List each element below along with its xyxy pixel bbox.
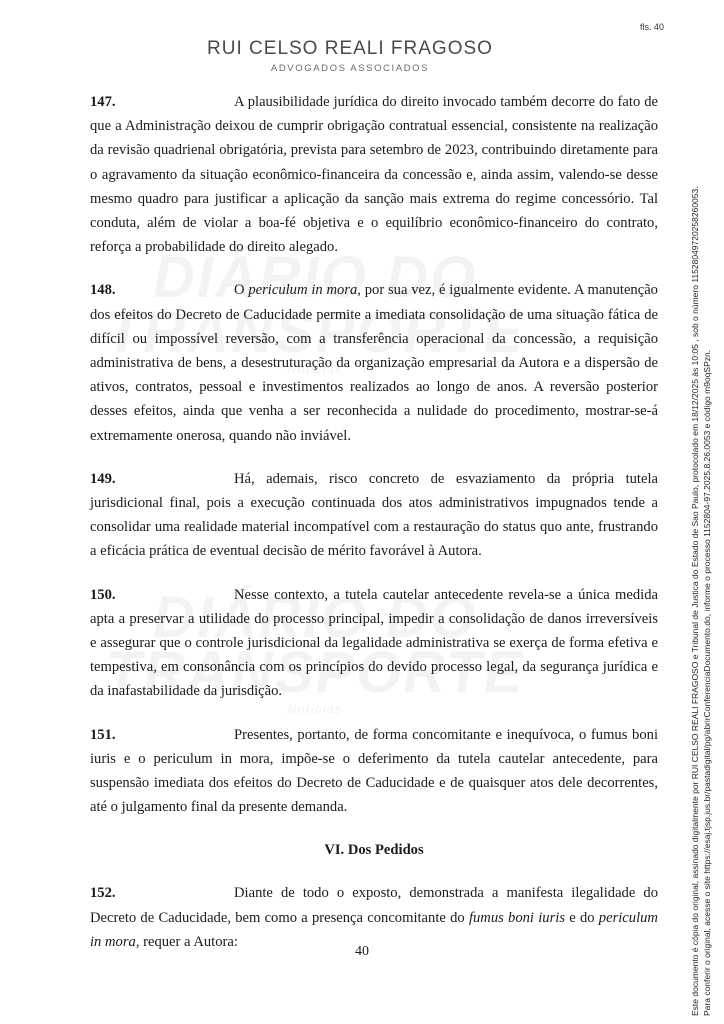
italic-term: periculum in mora — [90, 909, 658, 950]
paragraph — [90, 90, 658, 259]
paragraph-list — [90, 90, 658, 819]
paragraph-text: A plausibilidade jurídica do direito invocado também decorre do fato de que a Administração deixou de cumprir obrigação contratual essencial, consistente na realização da revisão quadrienal obrigatória, prevista para setembro de 2023, contribuindo diretamente para o agravamento da situação econômico-financeira da concessão e, ainda assim, valendo-se desse mesmo quadro para justificar a aplicação da sanção mais extrema do regime concessório. Tal conduta, além de violar a boa-fé objetiva e o equilíbrio econômico-financeiro do contrato, reforça a probabilidade do direito alegado. — [90, 94, 658, 256]
paragraph-text: Diante de todo o exposto, demonstrada a manifesta ilegalidade do Decreto de Caducidade, bem como a presença concomitante do — [90, 885, 658, 926]
paragraph-text: , requer a Autora: — [135, 933, 238, 950]
paragraph-number: 147. — [90, 94, 116, 110]
notice-line-2: Para conferir o original, acesse o site https://esaj.tjsp.jus.br/pastadigital/pg/abrirConferenciaDocumento.do, informe o processo 1152804-97.2025.8.26.0053 e código m9oqSPzn. — [701, 349, 712, 1016]
paragraph-text: e do — [565, 909, 599, 926]
paragraph-text: O — [234, 282, 249, 299]
paragraph — [90, 467, 658, 564]
italic-term: fumus boni iuris — [468, 909, 565, 926]
page-number: 40 — [355, 944, 369, 959]
italic-term: periculum in mora — [248, 282, 358, 299]
paragraph-number: 152. — [90, 885, 116, 902]
letterhead — [110, 38, 590, 74]
paragraph — [90, 278, 658, 447]
paragraph-text: , por sua vez, é igualmente evidente. A manutenção dos efeitos do Decreto de Caducidade permite a imediata consolidação de uma situação fática de difícil ou impossível reversão, com a transferência operacional da concessão, a requisição administrativa de bens, a desestruturação da organização empresarial da Autora e a dispersão de ativos, contratos, pessoal e investimentos realizados ao longo de anos. A reversão posterior desses efeitos, ainda que venha a ser reconhecida a nulidade do procedimento, mostrar-se-á extremamente onerosa, quando não inviável. — [90, 282, 658, 444]
paragraph-number: 149. — [90, 470, 116, 487]
paragraph-number: 151. — [90, 726, 116, 743]
paragraph-text: Nesse contexto, a tutela cautelar antecedente revela-se a única medida apta a preservar a utilidade do processo principal, impedir a consolidação de danos irreversíveis e assegurar que o controle jurisdicional da legalidade administrativa se exerça de forma efetiva e tempestiva, em consonância com os princípios do devido processo legal, da segurança jurídica e da inafastabilidade da jurisdição. — [90, 586, 658, 700]
paragraph-text: Presentes, portanto, de forma concomitante e inequívoca, o fumus boni iuris e o periculum in mora, impõe-se o deferimento da tutela cautelar antecedente, para suspensão imediata dos efeitos do Decreto de Caducidade e de quaisquer atos dele decorrentes, até o julgamento final da presente demanda. — [90, 726, 658, 816]
firm-subtitle: ADVOGADOS ASSOCIADOS — [270, 63, 430, 74]
page-marker: fls. 40 — [640, 22, 665, 32]
paragraph — [90, 723, 658, 820]
paragraph-number: 148. — [90, 282, 116, 299]
firm-name: RUI CELSO REALI FRAGOSO — [207, 38, 493, 59]
digital-signature-notice — [690, 16, 713, 1016]
paragraph-number: 150. — [90, 586, 116, 603]
document-body — [90, 90, 658, 973]
notice-line-1: Este documento é cópia do original, assinado digitalmente por RUI CELSO REALI FRAGOSO e Tribunal de Justica do Estado de Sao Paulo, protocolado em 18/12/2025 às 10:05 , sob o número 11528049720258260053. — [690, 186, 700, 1016]
paragraph — [90, 583, 658, 704]
paragraph-text: Há, ademais, risco concreto de esvaziamento da própria tutela jurisdicional final, pois a execução continuada dos atos administrativos impugnados tende a consolidar uma realidade material incompatível com a restauração do status quo ante, frustrando a eficácia prática de eventual decisão de mérito favorável à Autora. — [90, 470, 658, 560]
section-title: VI. Dos Pedidos — [324, 842, 424, 859]
